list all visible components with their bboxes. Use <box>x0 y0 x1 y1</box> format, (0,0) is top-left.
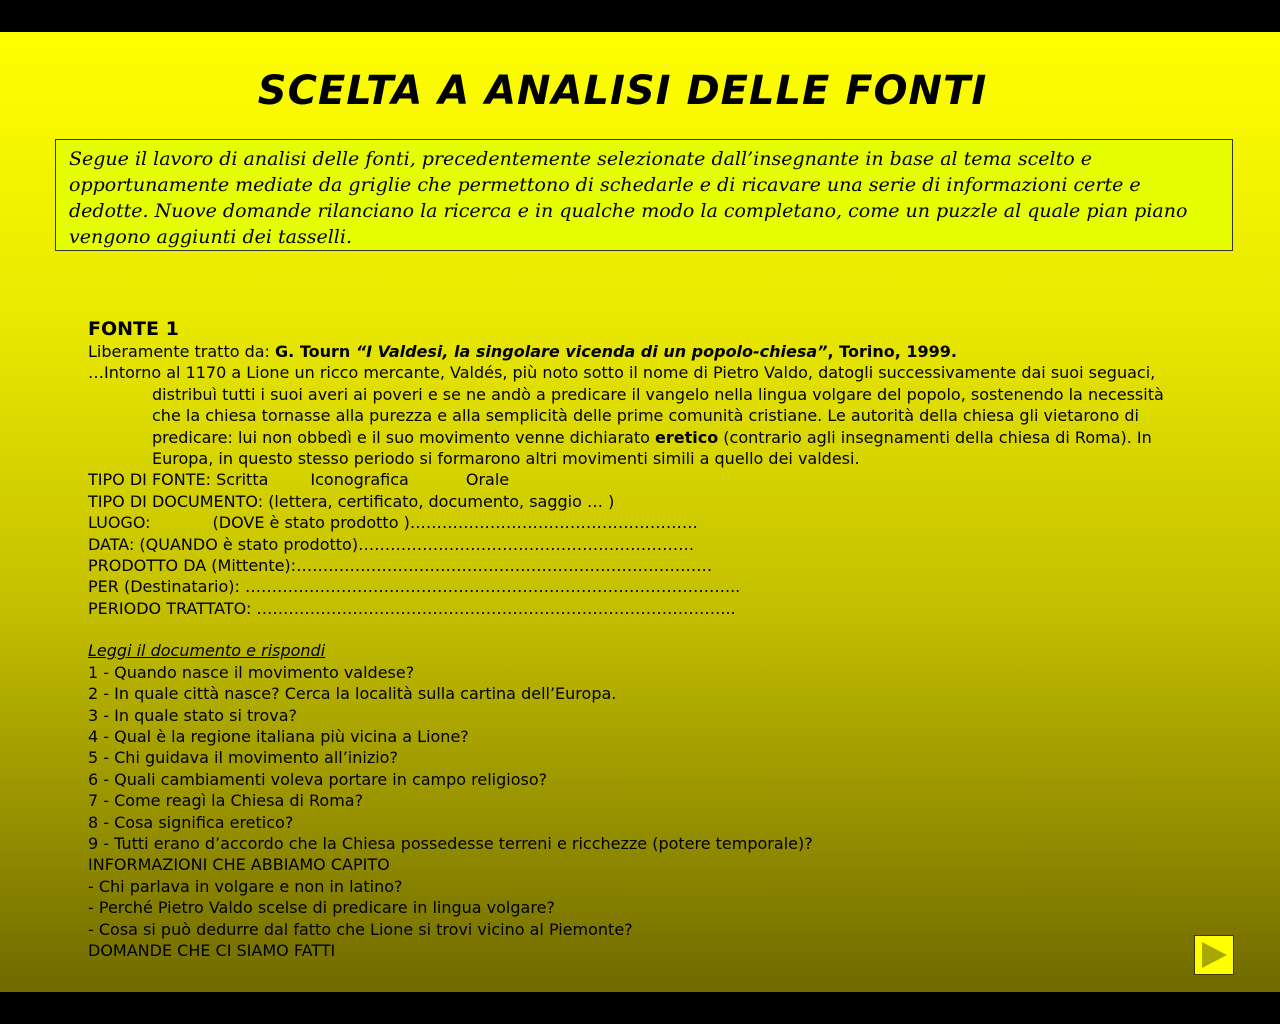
info-item: - Chi parlava in volgare e non in latino? <box>88 876 403 896</box>
field-luogo <box>88 512 1188 533</box>
field-data: DATA: (QUANDO è stato prodotto)……………………………………………………… <box>88 534 695 554</box>
question-item: 4 - Qual è la regione italiana più vicina a Lione? <box>88 726 469 746</box>
intro-box: Segue il lavoro di analisi delle fonti, precedentemente selezionate dall’insegnante in base al tema scelto e opportunamente mediate da griglie che permettono di schedarle e di ricavare una serie di informazioni certe e dedotte. Nuove domande rilanciano la ricerca e in qualche modo la completano, come un puzzle al quale pian piano vengono aggiunti dei tasselli. <box>55 139 1233 251</box>
question-item: 1 - Quando nasce il movimento valdese? <box>88 662 415 682</box>
source-text-eretico: eretico <box>655 427 719 447</box>
source-text-first-line: …Intorno al 1170 a Lione un ricco mercante, Valdés, più noto sotto il nome di Pietro Valdo, datogli successivamente dai suoi seguaci, <box>88 363 1156 383</box>
tipo-fonte-scritta: TIPO DI FONTE: Scritta <box>88 470 269 490</box>
field-prodotto-da: PRODOTTO DA (Mittente):…………………………………………………………………… <box>88 556 713 576</box>
source-text-after: (contrario agli insegnamenti della chiesa di Roma). In Europa, in questo stesso periodo si formarono altri movimenti simili a quello dei valdesi. <box>152 427 1152 469</box>
source-credit <box>88 341 1188 362</box>
questions-heading: Leggi il documento e rispondi <box>88 641 326 661</box>
slide-title: SCELTA A ANALISI DELLE FONTI <box>257 68 988 114</box>
luogo-label: LUOGO: <box>88 513 151 533</box>
question-item: 6 - Quali cambiamenti voleva portare in campo religioso? <box>88 769 548 789</box>
field-tipo-documento: TIPO DI DOCUMENTO: (lettera, certificato, documento, saggio … ) <box>88 491 615 511</box>
credit-title: “I Valdesi, la singolare vicenda di un popolo-chiesa” <box>355 342 828 361</box>
slide-content <box>88 317 1188 961</box>
top-letterbox-bar <box>0 0 1280 32</box>
bottom-letterbox-bar <box>0 992 1280 1024</box>
question-item: 7 - Come reagì la Chiesa di Roma? <box>88 791 364 811</box>
luogo-value: (DOVE è stato prodotto )……………………………………………… <box>212 513 698 533</box>
tipo-fonte-iconografica: Iconografica <box>310 470 409 490</box>
credit-prefix: Liberamente tratto da: <box>88 342 276 361</box>
source-text-before: distribuì tutti i suoi averi ai poveri e se ne andò a predicare il vangelo nella lingua volgare del popolo, sostenendo la necessità che la chiesa tornasse alla purezza e alla semplicità delle prime comunità cristiane. Le autorità della chiesa gli vietarono di predicare: lui non obbedì e il suo movimento venne dichiarato <box>152 384 1164 447</box>
source-heading: FONTE 1 <box>88 318 179 340</box>
field-periodo: PERIODO TRATTATO: ……………………………………………………………………………... <box>88 598 736 618</box>
credit-author: G. Tourn <box>275 342 356 361</box>
source-text-body <box>88 384 1188 470</box>
question-item: 9 - Tutti erano d’accordo che la Chiesa possedesse terreni e ricchezze (potere temporale)? <box>88 833 813 853</box>
field-tipo-fonte <box>88 469 1188 490</box>
question-item: 8 - Cosa significa eretico? <box>88 812 294 832</box>
field-per: PER (Destinatario): ………………………………………………………………………………... <box>88 577 741 597</box>
question-item: 5 - Chi guidava il movimento all’inizio? <box>88 748 398 768</box>
tipo-fonte-orale: Orale <box>465 470 510 490</box>
info-item: - Perché Pietro Valdo scelse di predicare in lingua volgare? <box>88 898 555 918</box>
slide <box>0 32 1280 992</box>
question-item: 3 - In quale stato si trova? <box>88 705 298 725</box>
next-slide-button[interactable] <box>1194 935 1234 975</box>
info-item: - Cosa si può dedurre dal fatto che Lione si trovi vicino al Piemonte? <box>88 919 633 939</box>
question-item: 2 - In quale città nasce? Cerca la località sulla cartina dell’Europa. <box>88 684 617 704</box>
domande-heading: DOMANDE CHE CI SIAMO FATTI <box>88 940 336 960</box>
info-heading: INFORMAZIONI CHE ABBIAMO CAPITO <box>88 855 390 875</box>
play-triangle-icon <box>1202 942 1227 968</box>
credit-suffix: , Torino, 1999. <box>827 342 957 361</box>
